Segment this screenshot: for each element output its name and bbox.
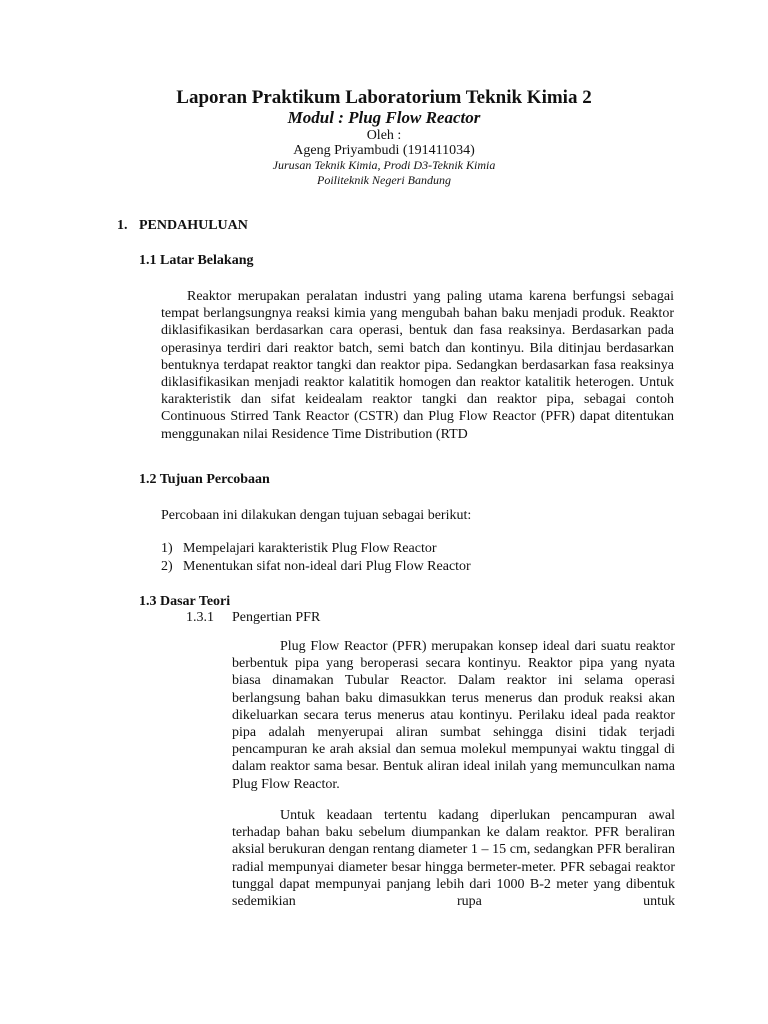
section-heading-pendahuluan (117, 218, 248, 234)
section-title: PENDAHULUAN (139, 218, 248, 233)
paragraph-pengertian-pfr-2 (232, 807, 675, 910)
department: Jurusan Teknik Kimia, Prodi D3-Teknik Kimia (272, 158, 496, 172)
subsubsection-number: 1.3.1 (186, 610, 214, 625)
report-title: Laporan Praktikum Laboratorium Teknik Kimia 2 (176, 87, 592, 108)
paragraph-text: Plug Flow Reactor (PFR) merupakan konsep ideal dari suatu reaktor berbentuk pipa yang beroperasi secara kontinyu. Reaktor pipa yang nyata biasa dinamakan Tubular Reactor. Dalam reaktor ini selama operasi berlangsung bahan baku dimasukkan terus menerus dan produk reaksi akan dikeluarkan secara terus menerus atau kontinyu. Perilaku ideal pada reaktor pipa adalah menyerupai aliran sumbat sehingga disini tidak terjadi pencampuran ke arah aksial dan semua molekul mempunyai waktu tinggal di dalam reaktor sama besar. Bentuk aliran ideal inilah yang memunculkan nama Plug Flow Reactor. (232, 639, 675, 792)
list-item (161, 558, 471, 576)
paragraph-text: Reaktor merupakan peralatan industri yang paling utama karena berfungsi sebagai tempat berlangsungnya reaksi kimia yang mengubah bahan baku menjadi produk. Reaktor diklasifikasikan berdasarkan cara operasi, bentuk dan fasa reaksinya. Berdasarkan pada operasinya terdiri dari reaktor batch, semi batch dan kontinyu. Bila ditinjau berdasarkan bentuknya terdapat reaktor tangki dan reaktor pipa. Sedangkan berdasarkan fasa reaksinya diklasifikasikan menjadi reaktor kalatitik homogen dan reaktor katalitik heterogen. Untuk karakteristik dan sifat keidealam reaktor tangki dan reaktor pipa, sebagai contoh Continuous Stirred Tank Reactor (CSTR) dan Plug Flow Reactor (PFR) dapat ditentukan menggunakan nilai Residence Time Distribution (RTD (161, 289, 674, 442)
section-number: 1. (117, 218, 128, 233)
list-item-text: Menentukan sifat non-ideal dari Plug Flow Reactor (183, 558, 471, 574)
subsubsection-title: Pengertian PFR (232, 610, 321, 625)
institution: Poiliteknik Negeri Bandung (317, 173, 451, 187)
list-item-text: Mempelajari karakteristik Plug Flow Reactor (183, 541, 437, 556)
subsection-heading-latar-belakang: 1.1 Latar Belakang (139, 253, 254, 268)
by-label: Oleh : (366, 128, 402, 143)
paragraph-text: Untuk keadaan tertentu kadang diperlukan pencampuran awal terhadap bahan baku sebelum diumpankan ke dalam reaktor. PFR beraliran aksial berukuran dengan rentang diameter 1 – 15 cm, sedangkan PFR beraliran radial mempunyai diameter besar hingga bermeter-meter. PFR sebagai reaktor tunggal dapat mempunyai panjang lebih dari 1000 B-2 meter yang dibentuk sedemikian rupa untuk (232, 808, 675, 910)
tujuan-list (161, 540, 471, 575)
subsection-heading-tujuan: 1.2 Tujuan Percobaan (139, 472, 270, 487)
subsection-heading-dasar-teori: 1.3 Dasar Teori (139, 594, 231, 609)
subsubsection-heading-pengertian-pfr (186, 610, 320, 626)
module-title: Modul : Plug Flow Reactor (287, 108, 481, 127)
list-item-number: 2) (161, 558, 173, 574)
paragraph-latar-belakang (161, 288, 674, 443)
author-name: Ageng Priyambudi (191411034) (293, 143, 475, 158)
list-item-number: 1) (161, 541, 173, 556)
paragraph-pengertian-pfr-1 (232, 638, 675, 793)
tujuan-intro: Percobaan ini dilakukan dengan tujuan sebagai berikut: (161, 508, 472, 523)
list-item (161, 540, 471, 558)
